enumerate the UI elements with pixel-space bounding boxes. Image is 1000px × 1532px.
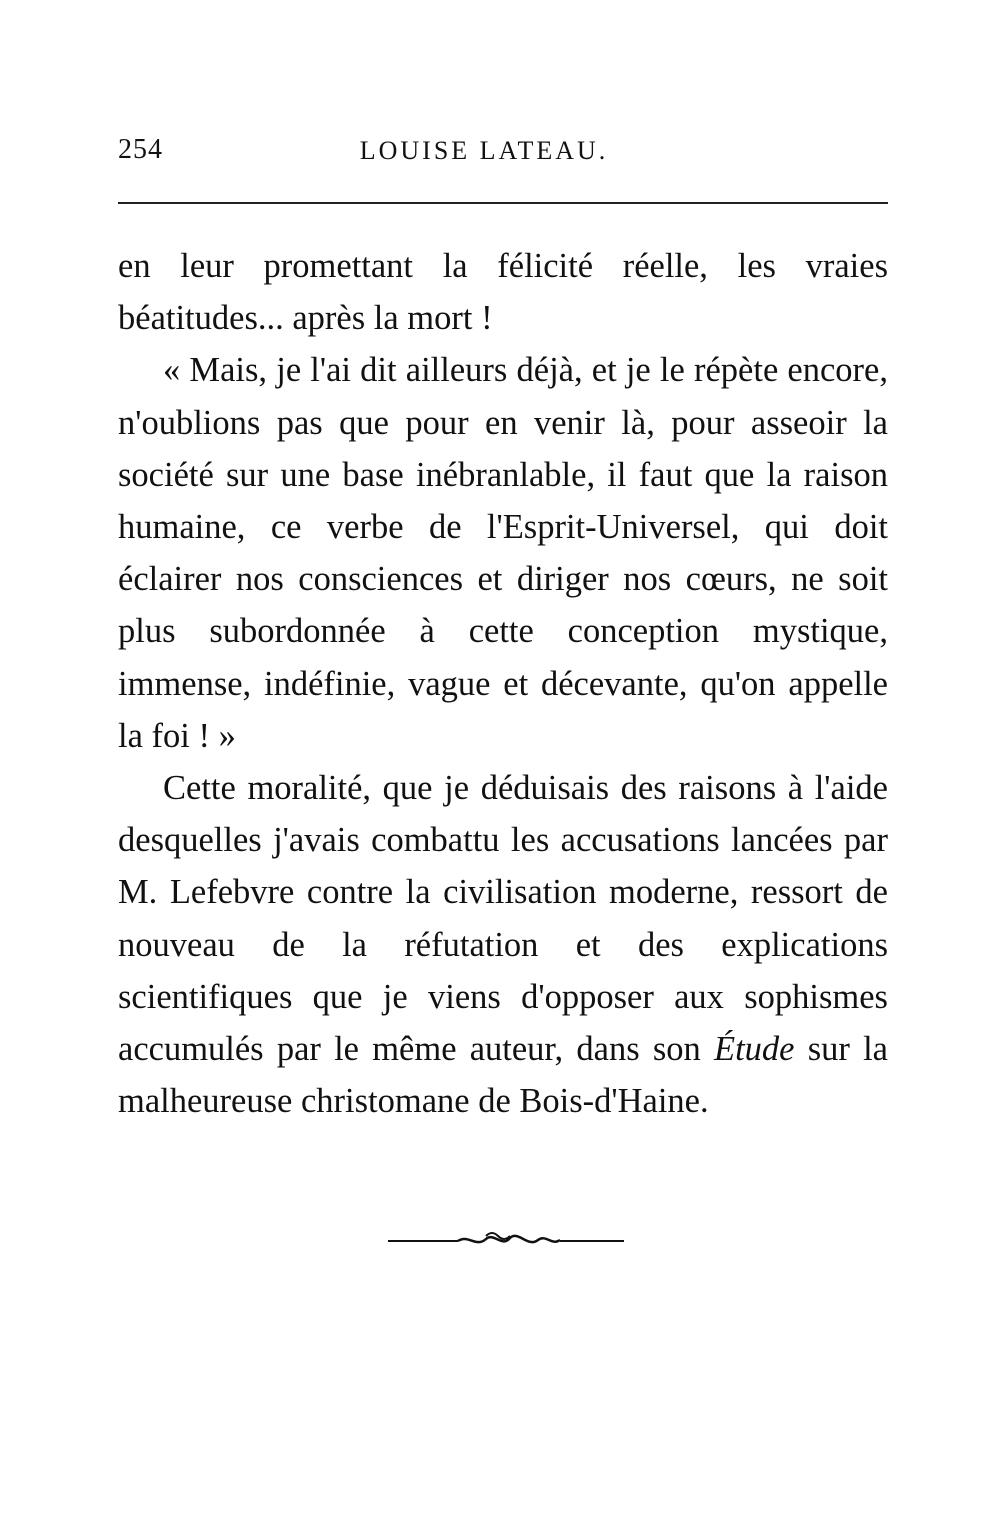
paragraph-3-text-before: Cette moralité, que je déduisais des raisons à l'aide desquelles j'avais combattu les accusations lancées par M. Lefebvre contre la civilisation moderne, ressort de nouveau de la réfutation et des explications scientifiques que je viens d'opposer aux sophismes accumulés par le même auteur, dans son — [118, 769, 888, 1069]
body-text — [118, 240, 888, 1127]
page-number: 254 — [118, 134, 163, 165]
italic-title: Étude — [714, 1030, 795, 1069]
header-rule — [118, 202, 888, 204]
paragraph-3 — [118, 762, 888, 1127]
paragraph-2: « Mais, je l'ai dit ailleurs déjà, et je le répète encore, n'oublions pas que pour en venir là, pour asseoir la société sur une base inébranlable, il faut que la raison humaine, ce verbe de l'Esprit-Universel, qui doit éclairer nos consciences et diriger nos cœurs, ne soit plus subordonnée à cette conception mystique, immense, indéfinie, vague et décevante, qu'on appelle la foi ! » — [118, 351, 888, 755]
page-header — [118, 134, 888, 174]
running-title: LOUISE LATEAU. — [359, 136, 609, 165]
end-ornament-icon — [388, 1228, 624, 1252]
paragraph-3-text-after: sur la malheureuse christomane de Bois-d'Haine. — [118, 1030, 888, 1121]
paragraph-1: en leur promettant la félicité réelle, les vraies béatitudes... après la mort ! — [118, 247, 888, 338]
